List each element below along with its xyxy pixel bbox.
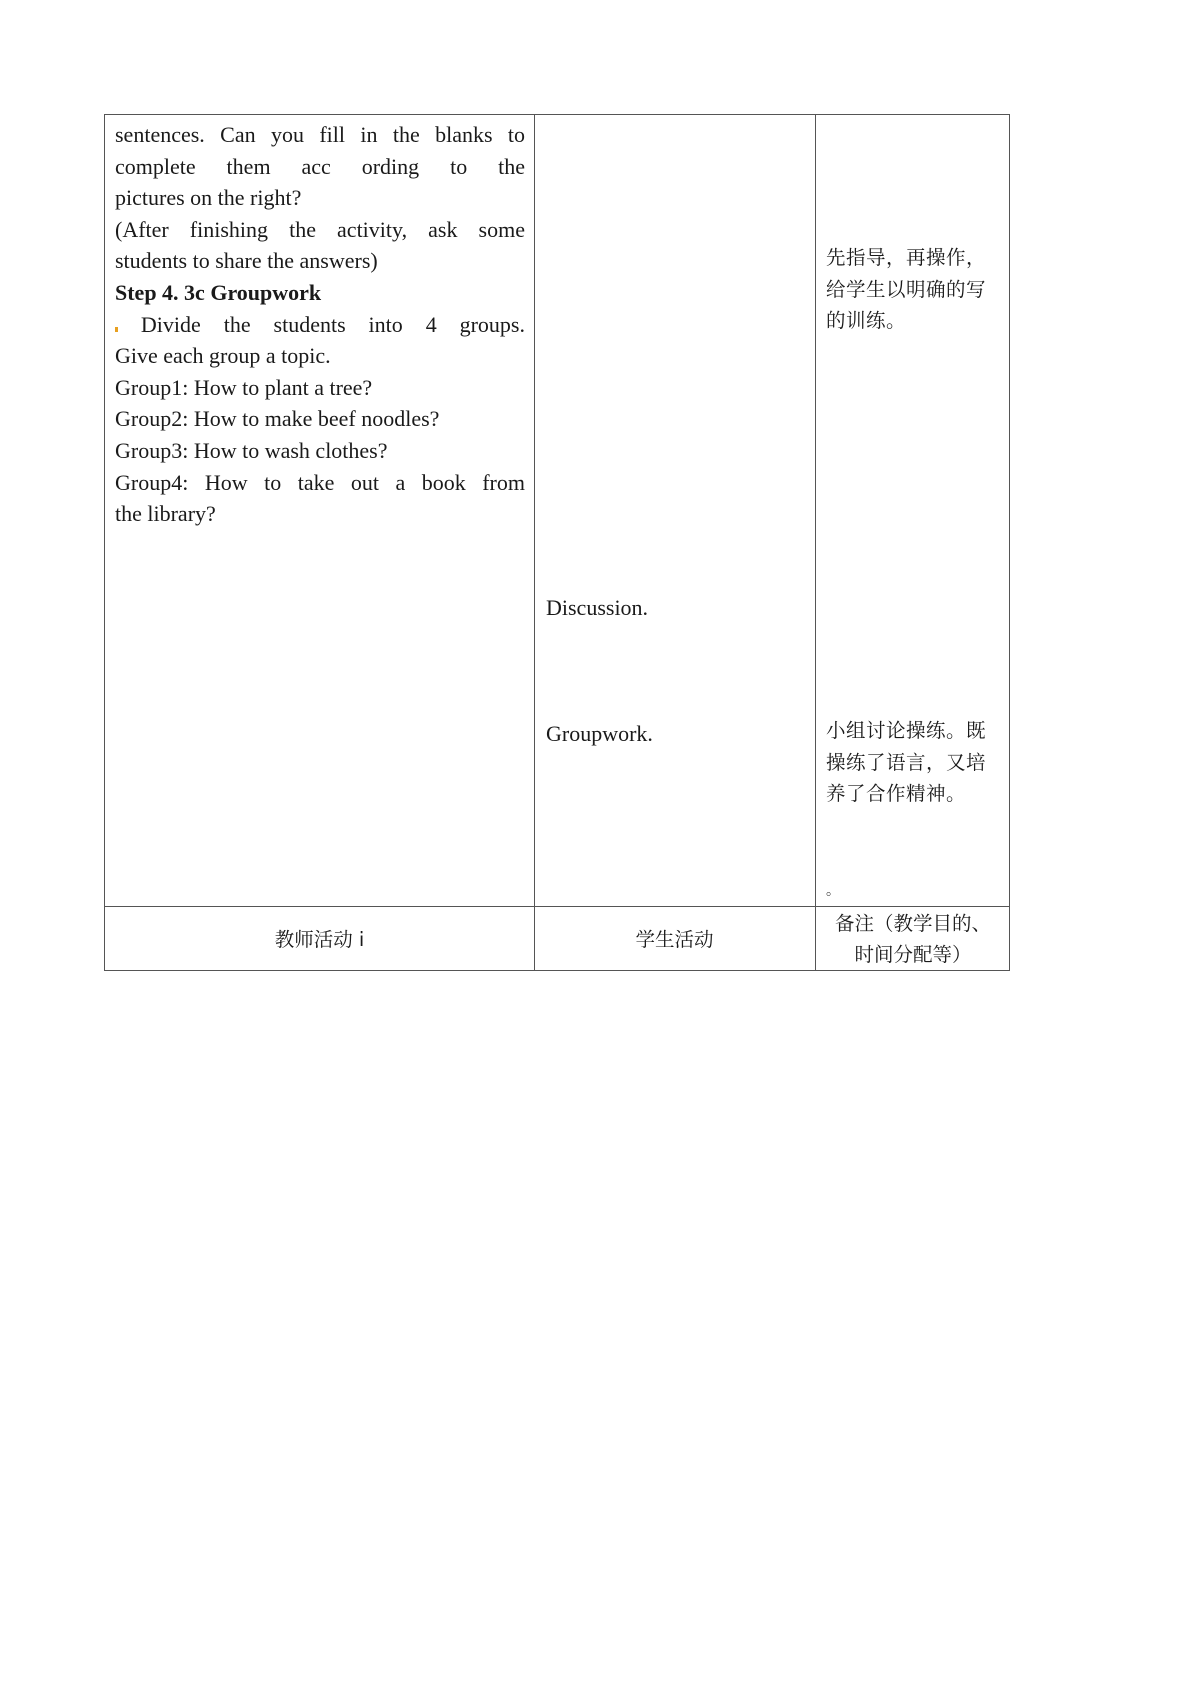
- lesson-plan-table: [104, 114, 1010, 971]
- group-topic: Group4: How to take out a book from: [115, 469, 525, 495]
- header-notes: [815, 906, 1011, 972]
- column-divider: [534, 115, 535, 970]
- header-notes-text: 备注（教学目的、时间分配等）: [834, 912, 991, 966]
- step-heading: Step 4. 3c Groupwork: [115, 279, 322, 305]
- column-divider: [815, 115, 816, 970]
- teacher-text-line: sentences. Can you fill in the blanks to: [115, 122, 525, 147]
- group-topic: Group3: How to wash clothes?: [115, 437, 388, 463]
- divide-text: Divide the students into 4 groups.: [140, 311, 525, 337]
- group-topic: Group1: How to plant a tree?: [115, 374, 373, 400]
- note-period: 。: [826, 883, 841, 899]
- highlight-mark: [115, 327, 118, 332]
- header-teacher-activity: 教师活动 i: [274, 927, 365, 951]
- group-topic-continued: the library?: [115, 501, 216, 527]
- header-student-activity: 学生活动: [635, 927, 714, 951]
- teacher-text-line: pictures on the right?: [115, 185, 302, 211]
- teacher-text-line: students to share the answers): [115, 248, 378, 274]
- student-activity-discussion: Discussion.: [546, 595, 649, 620]
- group-topic: Group2: How to make beef noodles?: [115, 406, 440, 432]
- topic-instruction: Give each group a topic.: [115, 343, 331, 369]
- note-guidance: 先指导，再操作，给学生以明确的写的训练。: [826, 246, 987, 333]
- student-activity-groupwork: Groupwork.: [546, 721, 653, 746]
- teacher-text-line: (After finishing the activity, ask some: [115, 216, 525, 242]
- divide-instruction: [115, 309, 525, 341]
- teacher-activity-cell: [115, 119, 525, 530]
- note-groupwork: 小组讨论操练。既操练了语言，又培养了合作精神。: [826, 719, 987, 806]
- teacher-text-line: complete them acc ording to the: [115, 153, 525, 179]
